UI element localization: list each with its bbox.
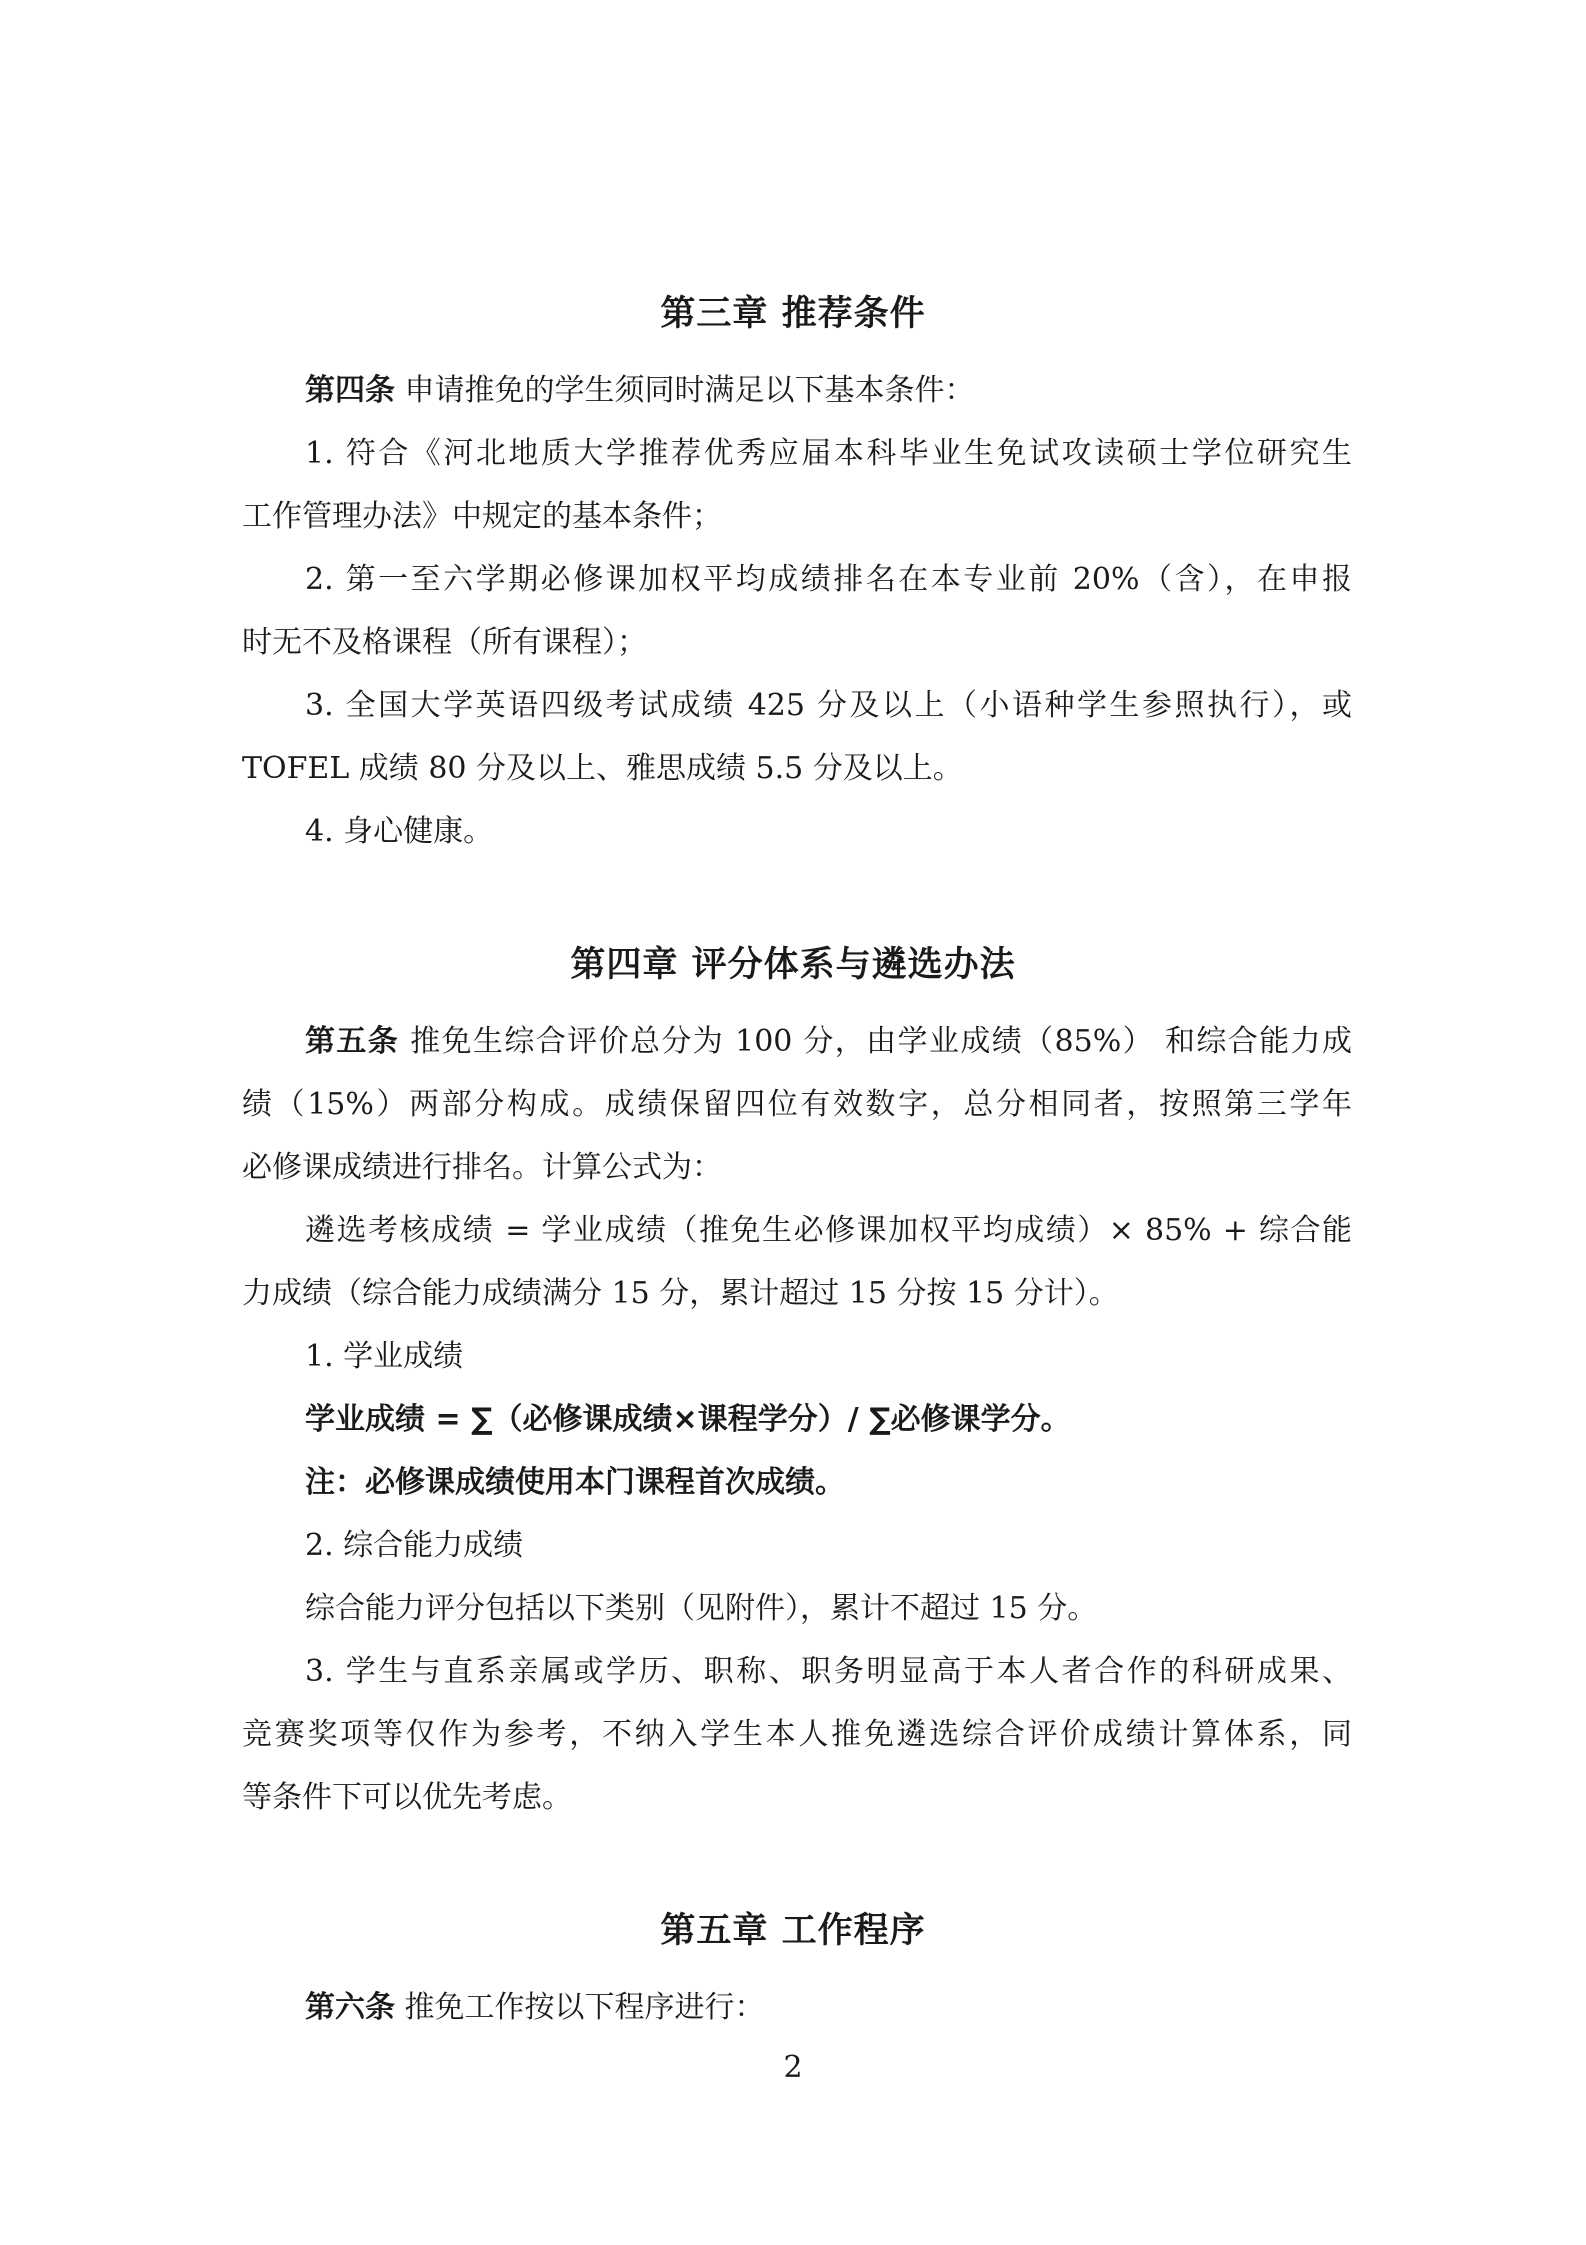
article-5-label: 第五条 <box>305 1024 400 1059</box>
formula-line-2: 力成绩（综合能力成绩满分 15 分，累计超过 15 分按 15 分计）。 <box>242 1276 1119 1311</box>
sub-1-formula: 学业成绩 = ∑（必修课成绩×课程学分）/ ∑必修课学分。 <box>305 1402 1071 1437</box>
article-4 <box>305 371 1352 411</box>
item-1-line-2: 工作管理办法》中规定的基本条件； <box>242 499 722 534</box>
article-4-text: 申请推免的学生须同时满足以下基本条件： <box>395 373 975 408</box>
item-1-line-1: 1. 符合《河北地质大学推荐优秀应届本科毕业生免试攻读硕士学位研究生 <box>305 436 1352 471</box>
sub-2-title: 2. 综合能力成绩 <box>305 1528 524 1563</box>
article-4-label: 第四条 <box>305 373 395 408</box>
article-5-line-3: 必修课成绩进行排名。计算公式为： <box>242 1150 722 1185</box>
sub-2-text: 综合能力评分包括以下类别（见附件），累计不超过 15 分。 <box>305 1591 1098 1626</box>
item-2-line-1: 2. 第一至六学期必修课加权平均成绩排名在本专业前 20%（含），在申报 <box>305 562 1352 597</box>
page-number: 2 <box>783 2050 803 2085</box>
article-6-label: 第六条 <box>305 1990 395 2025</box>
item-3-line-2: TOFEL 成绩 80 分及以上、雅思成绩 5.5 分及以上。 <box>242 751 963 786</box>
sub-1-note: 注：必修课成绩使用本门课程首次成绩。 <box>305 1465 845 1500</box>
sub-3-line-3: 等条件下可以优先考虑。 <box>242 1780 572 1815</box>
item-4: 4. 身心健康。 <box>305 814 494 849</box>
article-5-line-1 <box>305 1022 1352 1062</box>
article-6-text: 推免工作按以下程序进行： <box>395 1990 765 2025</box>
article-5-line-2: 绩（15%）两部分构成。成绩保留四位有效数字，总分相同者，按照第三学年 <box>242 1087 1352 1122</box>
sub-1-title: 1. 学业成绩 <box>305 1339 464 1374</box>
item-2-line-2: 时无不及格课程（所有课程）； <box>242 625 647 660</box>
chapter-3-title: 第三章 推荐条件 <box>660 294 926 334</box>
article-6 <box>305 1988 1352 2028</box>
chapter-4-title: 第四章 评分体系与遴选办法 <box>570 945 1016 985</box>
item-3-line-1: 3. 全国大学英语四级考试成绩 425 分及以上（小语种学生参照执行），或 <box>305 688 1352 723</box>
sub-3-line-1: 3. 学生与直系亲属或学历、职称、职务明显高于本人者合作的科研成果、 <box>305 1654 1352 1689</box>
sub-3-line-2: 竞赛奖项等仅作为参考，不纳入学生本人推免遴选综合评价成绩计算体系，同 <box>242 1717 1352 1752</box>
chapter-5-title: 第五章 工作程序 <box>660 1911 926 1951</box>
article-5-text: 推免生综合评价总分为 100 分，由学业成绩（85%） 和综合能力成 <box>399 1024 1352 1059</box>
formula-line-1: 遴选考核成绩 = 学业成绩（推免生必修课加权平均成绩）× 85% + 综合能 <box>305 1213 1352 1248</box>
